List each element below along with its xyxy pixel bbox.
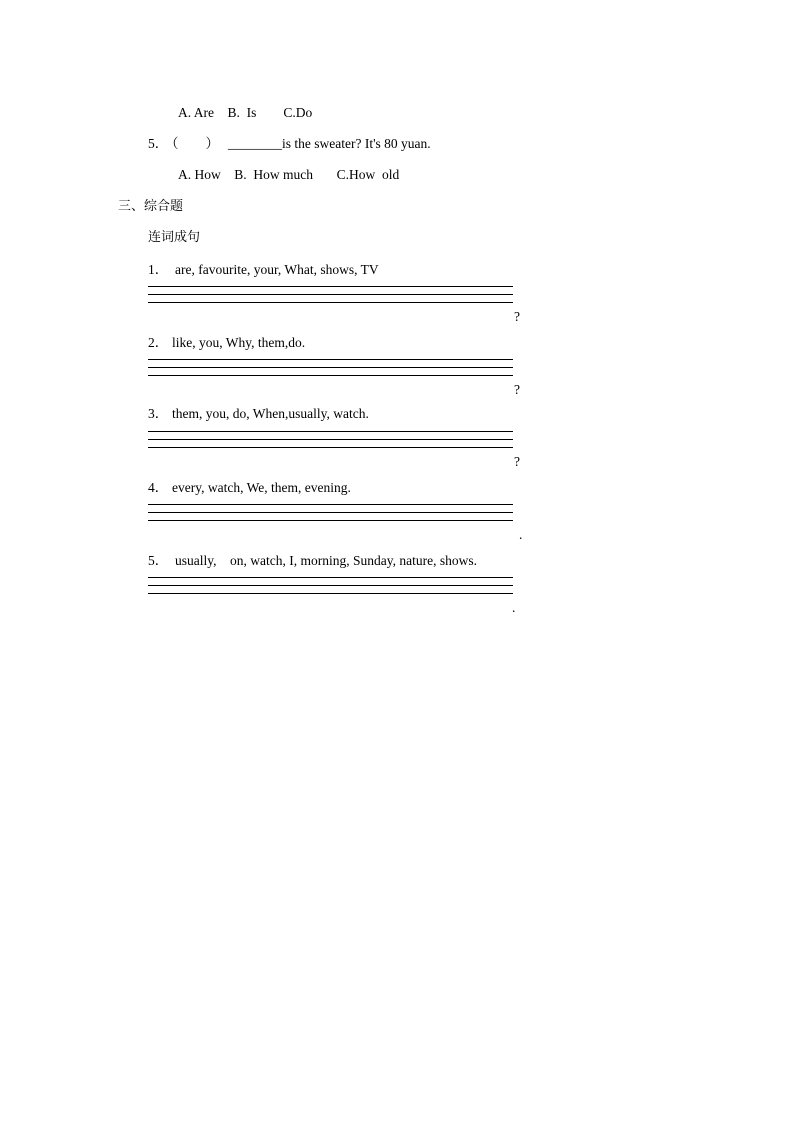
- section-three-heading: 三、综合题: [118, 199, 184, 214]
- item-1-end-punctuation: ?: [514, 309, 520, 324]
- answer-rule[interactable]: [148, 359, 513, 360]
- item-3-number: 3．: [148, 406, 169, 421]
- answer-rule[interactable]: [148, 302, 513, 303]
- item-1-number: 1．: [148, 262, 169, 277]
- question-5-answer-paren: （ ）: [165, 136, 219, 151]
- answer-rule[interactable]: [148, 367, 513, 368]
- item-4-answer-lines[interactable]: [148, 504, 513, 521]
- question-5-number: 5．: [148, 136, 169, 151]
- question-5-options: A. How B. How much C.How old: [178, 167, 400, 182]
- item-5-number: 5．: [148, 553, 169, 568]
- question-4-options: A. Are B. Is C.Do: [178, 105, 313, 120]
- answer-rule[interactable]: [148, 512, 513, 513]
- item-3-end-punctuation: ?: [514, 454, 520, 469]
- item-5-words: usually, on, watch, I, morning, Sunday, nature, shows.: [175, 553, 477, 568]
- answer-rule[interactable]: [148, 447, 513, 448]
- item-2-end-punctuation: ?: [514, 382, 520, 397]
- answer-rule[interactable]: [148, 504, 513, 505]
- question-5-text: ________is the sweater? It's 80 yuan.: [228, 136, 431, 151]
- answer-rule[interactable]: [148, 439, 513, 440]
- answer-rule[interactable]: [148, 577, 513, 578]
- answer-rule[interactable]: [148, 375, 513, 376]
- item-4-number: 4．: [148, 480, 169, 495]
- item-5-end-punctuation: .: [512, 600, 516, 615]
- item-2-number: 2．: [148, 335, 169, 350]
- answer-rule[interactable]: [148, 593, 513, 594]
- item-5-answer-lines[interactable]: [148, 577, 513, 594]
- item-3-words: them, you, do, When,usually, watch.: [172, 406, 369, 421]
- item-1-answer-lines[interactable]: [148, 286, 513, 303]
- item-2-answer-lines[interactable]: [148, 359, 513, 376]
- answer-rule[interactable]: [148, 585, 513, 586]
- item-3-answer-lines[interactable]: [148, 431, 513, 448]
- section-three-subheading: 连词成句: [148, 230, 201, 245]
- item-1-words: are, favourite, your, What, shows, TV: [175, 262, 379, 277]
- answer-rule[interactable]: [148, 286, 513, 287]
- answer-rule[interactable]: [148, 520, 513, 521]
- answer-rule[interactable]: [148, 294, 513, 295]
- item-2-words: like, you, Why, them,do.: [172, 335, 306, 350]
- item-4-end-punctuation: .: [519, 527, 523, 542]
- answer-rule[interactable]: [148, 431, 513, 432]
- item-4-words: every, watch, We, them, evening.: [172, 480, 351, 495]
